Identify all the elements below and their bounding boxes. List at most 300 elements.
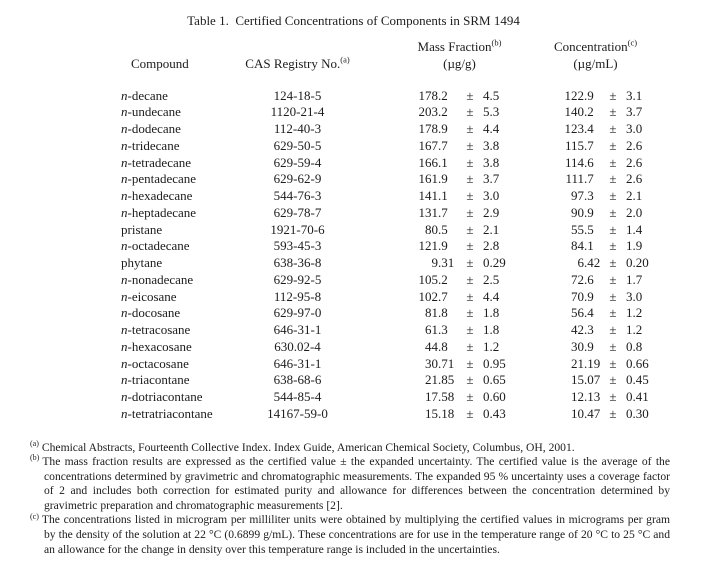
footnote [30,455,670,513]
mass-fraction-value-int: 161 [418,171,438,187]
compound-cell: n-eicosane [121,288,177,304]
concentration-value-group [524,322,707,339]
mass-fraction-cell [355,406,524,423]
cas-cell: 14167-59-0 [267,405,328,421]
mass-fraction-value-frac: .2 [438,271,448,287]
table-row [105,104,707,121]
concentration-value-group [524,188,707,205]
compound-cell: n-tridecane [121,137,180,153]
table-caption: Table 1. Certified Concentrations of Components in SRM 1494 [187,13,520,28]
table-row [105,188,707,205]
cas-cell: 629-78-7 [273,204,322,220]
concentration-value-int: 90 [571,204,584,220]
mass-fraction-value-group [355,339,524,356]
plus-minus-symbol: ± [466,322,474,337]
plus-minus-symbol: ± [466,87,474,103]
mass-fraction-uncertainty: 5.3 [483,104,500,120]
concentration-unit: (µg/mL) [573,55,618,71]
plus-minus-symbol: ± [609,238,617,254]
concentration-value-group [524,222,707,239]
mass-fraction-value-frac: .9 [438,238,448,254]
concentration-value-group [524,406,707,423]
mass-fraction-value-frac: .85 [438,372,455,388]
mass-fraction-value-int: 61 [425,322,438,337]
concentration-cell [524,104,707,121]
concentration-value-group [524,305,707,322]
mass-fraction-uncertainty: 2.5 [483,271,500,287]
mass-fraction-cell [355,356,524,373]
concentration-value-int: 122 [564,87,584,103]
mass-fraction-value-frac: .18 [438,405,455,421]
table-body [105,88,707,423]
compound-cell: n-decane [121,87,168,103]
mass-fraction-header-label: Mass Fraction [417,39,492,54]
compound-cell: n-tetratriacontane [121,405,213,421]
mass-fraction-cell [355,155,524,172]
plus-minus-symbol: ± [609,372,617,388]
concentration-value-frac: .13 [584,389,601,404]
compound-cell: n-nonadecane [121,271,194,287]
concentration-value-int: 30 [571,338,584,354]
compound-cell: n-undecane [121,104,181,120]
plus-minus-symbol: ± [466,154,474,170]
concentration-value-group [524,171,707,188]
footnote [30,438,670,456]
mass-fraction-uncertainty: 2.1 [483,221,500,237]
concentration-value-int: 97 [571,188,584,203]
concentration-value-int: 140 [564,104,584,120]
concentration-value-frac: .9 [584,288,594,304]
table-row [105,205,707,222]
table-row [105,121,707,138]
mass-fraction-uncertainty: 3.8 [483,137,500,153]
concentration-cell [524,389,707,406]
concentration-cell [524,121,707,138]
concentration-header [524,39,707,56]
footnote-text: Chemical Abstracts, Fourteenth Collective Index. Index Guide, American Chemical Society, Columbus, OH, 2001. [41,440,575,454]
mass-fraction-value-int: 9 [431,255,438,270]
mass-fraction-value-frac: .3 [438,322,448,337]
concentration-cell [524,305,707,322]
concentration-value-int: 21 [571,355,584,371]
mass-fraction-uncertainty: 1.8 [483,305,500,321]
table-row [105,322,707,339]
table-row [105,222,707,239]
concentration-uncertainty: 0.66 [626,355,649,371]
mass-fraction-uncertainty: 3.8 [483,154,500,170]
mass-fraction-uncertainty: 3.0 [483,188,500,203]
plus-minus-symbol: ± [609,288,617,304]
concentration-value-group [524,205,707,222]
concentration-value-int: 70 [571,288,584,304]
concentration-value-int: 111 [565,171,584,187]
header-spacer [105,39,240,56]
concentration-uncertainty: 0.45 [626,372,649,388]
mass-fraction-value-int: 178 [418,87,438,103]
concentration-value-int: 123 [564,121,584,136]
mass-fraction-value-int: 15 [425,405,438,421]
concentration-value-frac: .47 [584,405,601,421]
concentration-value-frac: .42 [584,255,601,270]
concentration-value-group [524,356,707,373]
concentration-value-group [524,121,707,138]
table-row [105,88,707,105]
mass-fraction-uncertainty: 3.7 [483,171,500,187]
concentration-value-frac: .7 [584,137,594,153]
table-row [105,372,707,389]
concentration-uncertainty: 3.7 [626,104,643,120]
plus-minus-symbol: ± [609,305,617,321]
plus-minus-symbol: ± [609,405,617,421]
table-row [105,356,707,373]
plus-minus-symbol: ± [609,171,617,187]
header-row-top [105,39,707,56]
mass-fraction-value-int: 80 [425,221,438,237]
mass-fraction-value-frac: .8 [438,305,448,321]
compound-cell: n-dotriacontane [121,389,203,404]
plus-minus-symbol: ± [609,87,617,103]
concentration-value-group [524,104,707,121]
plus-minus-symbol: ± [609,322,617,337]
mass-fraction-value-int: 203 [418,104,438,120]
table-row [105,255,707,272]
concentration-uncertainty: 2.1 [626,188,643,203]
table-row [105,238,707,255]
plus-minus-symbol: ± [609,389,617,404]
plus-minus-symbol: ± [466,405,474,421]
mass-fraction-value-group [355,372,524,389]
cas-cell: 544-76-3 [273,188,322,203]
plus-minus-symbol: ± [466,355,474,371]
concentration-value-frac: .5 [584,221,594,237]
mass-fraction-value-group [355,255,524,272]
concentration-uncertainty: 0.20 [626,255,649,270]
concentration-cell [524,356,707,373]
mass-fraction-value-frac: .7 [438,204,448,220]
concentration-value-frac: .2 [584,104,594,120]
cas-cell: 124-18-5 [273,87,322,103]
concentration-value-frac: .4 [584,121,594,136]
mass-fraction-cell [355,121,524,138]
concentration-cell [524,188,707,205]
mass-fraction-value-group [355,389,524,406]
concentration-cell [524,255,707,272]
table-row [105,155,707,172]
concentration-uncertainty: 3.0 [626,288,643,304]
concentration-uncertainty: 0.30 [626,405,649,421]
cas-cell: 646-31-1 [273,322,322,337]
concentration-value-int: 84 [571,238,584,254]
mass-fraction-cell [355,88,524,105]
mass-fraction-value-int: 81 [425,305,438,321]
plus-minus-symbol: ± [466,188,474,203]
compound-cell: pristane [121,221,163,237]
concentration-value-frac: .9 [584,204,594,220]
concentration-uncertainty: 2.0 [626,204,643,220]
footnotes [30,438,670,558]
plus-minus-symbol: ± [609,204,617,220]
mass-fraction-value-group [355,88,524,105]
table-row [105,305,707,322]
concentration-value-group [524,138,707,155]
mass-fraction-cell [355,389,524,406]
footnote-text: The concentrations listed in microgram per milliliter units were obtained by multiplying the certified values in micrograms per gram by the density of the solution at 22 °C (0.6899 g/mL). These concentrations are for use in the temperature range of 20 °C to 25 °C and an allowance for the change in density over this temperature range is included in the uncertainties. [41,513,670,556]
compound-cell: n-octacosane [121,355,189,371]
mass-fraction-uncertainty: 4.4 [483,288,500,304]
concentration-uncertainty: 1.4 [626,221,643,237]
table-row [105,272,707,289]
mass-fraction-value-group [355,138,524,155]
footnote-marker: (b) [30,453,40,463]
mass-fraction-uncertainty: 0.95 [483,355,506,371]
cas-header-label: CAS Registry No. [245,55,341,71]
compound-cell: n-tetracosane [121,322,191,337]
cas-cell: 629-50-5 [273,137,322,153]
plus-minus-symbol: ± [466,338,474,354]
mass-fraction-unit: (µg/g) [443,55,476,71]
mass-fraction-value-group [355,171,524,188]
cas-cell: 544-85-4 [273,389,322,404]
mass-fraction-value-frac: .1 [438,154,448,170]
mass-fraction-value-int: 102 [418,288,438,304]
header-spacer [240,39,355,56]
mass-fraction-value-group [355,272,524,289]
concentration-value-group [524,339,707,356]
cas-cell: 638-68-6 [273,372,322,388]
cas-cell: 593-45-3 [273,238,322,254]
concentration-value-group [524,88,707,105]
footnote [30,513,670,557]
compound-cell: n-octadecane [121,238,190,254]
concentration-value-group [524,272,707,289]
plus-minus-symbol: ± [466,288,474,304]
plus-minus-symbol: ± [466,255,474,270]
mass-fraction-uncertainty: 0.60 [483,389,506,404]
mass-fraction-cell [355,305,524,322]
concentration-cell [524,272,707,289]
concentration-cell [524,406,707,423]
mass-fraction-uncertainty: 2.8 [483,238,500,254]
concentration-uncertainty: 0.8 [626,338,643,354]
mass-fraction-cell [355,372,524,389]
table-row [105,289,707,306]
mass-fraction-uncertainty: 0.65 [483,372,506,388]
plus-minus-symbol: ± [609,188,617,203]
concentration-uncertainty: 2.6 [626,137,643,153]
plus-minus-symbol: ± [609,271,617,287]
plus-minus-symbol: ± [466,121,474,136]
plus-minus-symbol: ± [466,104,474,120]
mass-fraction-uncertainty: 0.43 [483,405,506,421]
plus-minus-symbol: ± [466,238,474,254]
concentration-uncertainty: 1.7 [626,271,643,287]
plus-minus-symbol: ± [609,121,617,136]
mass-fraction-value-group [355,406,524,423]
mass-fraction-value-group [355,322,524,339]
mass-fraction-value-group [355,188,524,205]
mass-fraction-value-frac: .71 [438,355,455,371]
concentration-uncertainty: 3.0 [626,121,643,136]
concentration-value-group [524,255,707,272]
mass-fraction-uncertainty: 4.4 [483,121,500,136]
concentration-value-frac: .1 [584,238,594,254]
mass-fraction-value-int: 166 [418,154,438,170]
concentration-value-int: 15 [571,372,584,388]
mass-fraction-header [355,39,524,56]
mass-fraction-value-frac: .7 [438,137,448,153]
cas-cell: 112-40-3 [273,121,322,136]
mass-fraction-uncertainty: 0.29 [483,255,506,270]
cas-cell: 1921-70-6 [270,221,325,237]
plus-minus-symbol: ± [609,137,617,153]
mass-fraction-cell [355,104,524,121]
footnote-marker: (c) [30,511,39,521]
mass-fraction-cell [355,272,524,289]
concentration-value-frac: .9 [584,338,594,354]
footnote-marker: (a) [30,438,39,448]
mass-fraction-value-int: 131 [418,204,438,220]
mass-fraction-value-int: 167 [418,137,438,153]
concentration-uncertainty: 1.2 [626,305,643,321]
concentration-cell [524,289,707,306]
mass-fraction-value-group [355,104,524,121]
plus-minus-symbol: ± [466,372,474,388]
mass-fraction-uncertainty: 1.2 [483,338,500,354]
table-header [105,39,707,88]
concentration-value-int: 12 [571,389,584,404]
concentration-cell [524,205,707,222]
mass-fraction-value-int: 141 [418,188,438,203]
concentration-footnote-ref: (c) [627,37,638,48]
concentration-uncertainty: 1.9 [626,238,643,254]
mass-fraction-cell [355,339,524,356]
mass-fraction-value-frac: .9 [438,171,448,187]
mass-fraction-cell [355,171,524,188]
mass-fraction-cell [355,222,524,239]
plus-minus-symbol: ± [466,221,474,237]
mass-fraction-value-frac: .5 [438,221,448,237]
concentration-value-group [524,389,707,406]
concentration-cell [524,238,707,255]
concentration-uncertainty: 2.6 [626,154,643,170]
plus-minus-symbol: ± [609,338,617,354]
compound-cell: phytane [121,255,163,270]
cas-cell: 638-36-8 [273,255,322,270]
plus-minus-symbol: ± [609,104,617,120]
plus-minus-symbol: ± [466,305,474,321]
mass-fraction-value-frac: .7 [438,288,448,304]
cas-header [240,56,355,88]
concentration-uncertainty: 1.2 [626,322,643,337]
concentration-uncertainty: 3.1 [626,87,643,103]
concentration-value-frac: .3 [584,188,594,203]
concentration-cell [524,339,707,356]
table-row [105,171,707,188]
mass-fraction-value-group [355,222,524,239]
cas-cell: 1120-21-4 [270,104,325,120]
concentration-value-frac: .19 [584,355,601,371]
concentration-uncertainty: 0.41 [626,389,649,404]
concentration-value-frac: .6 [584,154,594,170]
concentration-uncertainty: 2.6 [626,171,643,187]
concentration-value-group [524,372,707,389]
compound-cell: n-hexadecane [121,188,193,203]
concentration-cell [524,322,707,339]
mass-fraction-value-group [355,305,524,322]
plus-minus-symbol: ± [609,154,617,170]
compound-cell: n-tetradecane [121,154,192,170]
plus-minus-symbol: ± [609,355,617,371]
mass-fraction-cell [355,255,524,272]
concentration-value-frac: .4 [584,305,594,321]
mass-fraction-value-frac: .2 [438,104,448,120]
mass-fraction-uncertainty: 4.5 [483,87,500,103]
concentration-value-int: 6 [577,255,584,270]
mass-fraction-uncertainty: 2.9 [483,204,500,220]
concentration-value-frac: .9 [584,87,594,103]
concentration-cell [524,155,707,172]
certified-concentrations-table [105,39,707,423]
cas-cell: 629-97-0 [273,305,322,321]
mass-fraction-value-int: 178 [418,121,438,136]
cas-cell: 646-31-1 [273,355,322,371]
plus-minus-symbol: ± [466,271,474,287]
mass-fraction-value-group [355,121,524,138]
mass-fraction-value-frac: .2 [438,87,448,103]
concentration-value-int: 10 [571,405,584,421]
plus-minus-symbol: ± [466,137,474,153]
mass-fraction-cell [355,205,524,222]
mass-fraction-cell [355,322,524,339]
concentration-value-int: 115 [564,137,584,153]
compound-cell: n-docosane [121,305,181,321]
concentration-value-int: 56 [571,305,584,321]
mass-fraction-uncertainty: 1.8 [483,322,500,337]
mass-fraction-value-int: 17 [425,389,438,404]
plus-minus-symbol: ± [609,255,617,270]
mass-fraction-value-int: 105 [418,271,438,287]
concentration-value-group [524,155,707,172]
compound-cell: n-heptadecane [121,204,197,220]
cas-cell: 629-62-9 [273,171,322,187]
header-row-bottom [105,56,707,88]
cas-cell: 629-59-4 [273,154,322,170]
table-row [105,406,707,423]
table-row [105,339,707,356]
mass-fraction-value-int: 21 [425,372,438,388]
concentration-value-frac: .07 [584,372,601,388]
mass-fraction-value-frac: .1 [438,188,448,203]
mass-fraction-cell [355,188,524,205]
plus-minus-symbol: ± [466,204,474,220]
mass-fraction-value-frac: .58 [438,389,455,404]
concentration-value-frac: .3 [584,322,594,337]
cas-footnote-ref: (a) [340,54,350,65]
concentration-cell [524,171,707,188]
plus-minus-symbol: ± [466,389,474,404]
concentration-cell [524,88,707,105]
concentration-header-label: Concentration [553,39,628,54]
cas-cell: 630.02-4 [274,338,321,354]
concentration-value-group [524,289,707,306]
mass-fraction-value-group [355,205,524,222]
concentration-value-frac: .7 [584,171,594,187]
mass-fraction-value-group [355,289,524,306]
concentration-cell [524,138,707,155]
concentration-value-int: 114 [564,154,584,170]
mass-fraction-value-int: 121 [418,238,438,254]
mass-fraction-value-group [355,155,524,172]
